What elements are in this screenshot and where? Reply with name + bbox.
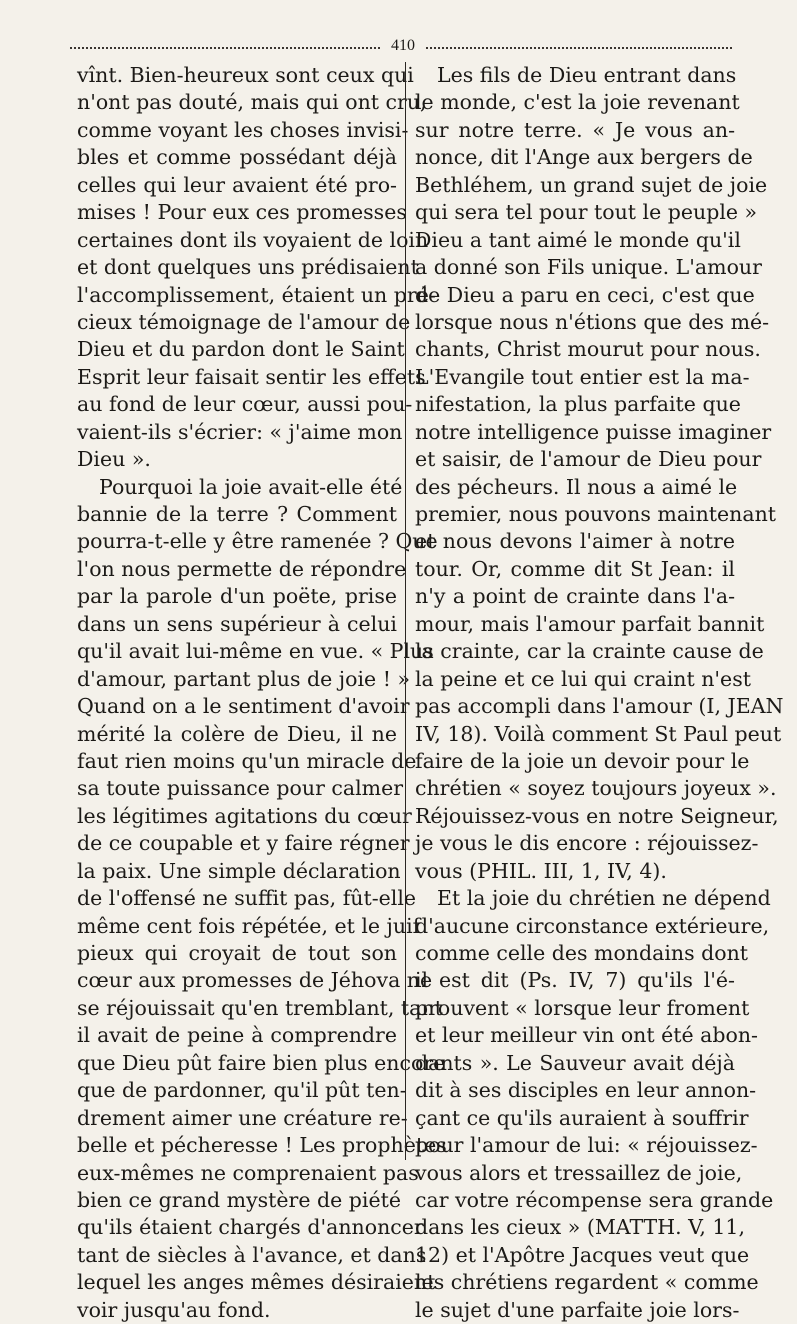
page-number: 410 [391,37,415,54]
text-line: et leur meilleur vin ont été abon- [415,1023,758,1048]
text-line: celles qui leur avaient été pro- [77,172,397,197]
column-divider [405,62,406,1160]
text-line: L'Evangile tout entier est la ma- [415,364,750,389]
text-line: Réjouissez-vous en notre Seigneur, [415,803,779,828]
text-line: au fond de leur cœur, aussi pou- [77,392,413,417]
text-line: la paix. Une simple déclaration [77,858,401,883]
text-line: nonce, dit l'Ange aux bergers de [415,145,753,170]
text-line: faire de la joie un devoir pour le [415,748,750,773]
text-line: n'ont pas douté, mais qui ont cru, [77,90,427,115]
text-line: vînt. Bien-heureux sont ceux qui [77,63,414,87]
text-line: de ce coupable et y faire régner [77,831,410,856]
text-line: pas accompli dans l'amour (I, JEAN [415,694,784,719]
page-header [70,36,732,56]
text-line: prouvent « lorsque leur froment [415,995,750,1020]
text-line: chants, Christ mourut pour nous. [415,337,761,362]
text-line: lorsque nous n'étions que des mé- [415,309,770,334]
text-line: nifestation, la plus parfaite que [415,392,741,417]
text-line: pour l'amour de lui: « réjouissez- [415,1133,758,1158]
text-line: vaient-ils s'écrier: « j'aime mon [77,419,403,444]
text-line: dans un sens supérieur à celui [77,611,397,636]
text-line: bien ce grand mystère de piété [77,1187,401,1212]
text-line: d'amour, partant plus de joie ! » [77,666,410,691]
text-line: de l'offensé ne suffit pas, fût-elle [77,886,417,911]
text-line: car votre récompense sera grande [415,1187,774,1212]
text-line: Quand on a le sentiment d'avoir [77,694,410,719]
text-line: bles et comme possédant déjà [77,145,397,170]
text-line: drement aimer une créature re- [77,1105,408,1130]
text-line: notre intelligence puisse imaginer [415,419,772,444]
text-line: Et la joie du chrétien ne dépend [437,886,771,911]
text-line: les chrétiens regardent « comme [415,1270,759,1295]
text-line: IV, 18). Voilà comment St Paul peut [415,721,782,746]
text-line: pieux qui croyait de tout son [77,941,397,965]
text-line: et saisir, de l'amour de Dieu pour [415,447,762,472]
text-line: sa toute puissance pour calmer [77,776,404,801]
text-line: çant ce qu'ils auraient à souffrir [415,1105,749,1130]
text-line: certaines dont ils voyaient de loin [77,227,429,252]
text-line: d'aucune circonstance extérieure, [415,913,770,938]
text-line: comme celle des mondains dont [415,941,749,965]
text-line: par la parole d'un poëte, prise [77,584,397,609]
text-line: premier, nous pouvons maintenant [415,502,777,526]
text-line: mérité la colère de Dieu, il ne [77,721,397,746]
text-line: le sujet d'une parfaite joie lors- [415,1297,740,1322]
text-line: cieux témoignage de l'amour de [77,309,411,334]
header-rule-right [426,47,732,49]
text-line: 12) et l'Apôtre Jacques veut que [415,1242,750,1267]
text-line: voir jusqu'au fond. [77,1297,271,1322]
text-line: dants ». Le Sauveur avait déjà [415,1050,735,1075]
text-line: eux-mêmes ne comprenaient pas [77,1160,419,1185]
text-line: qu'ils étaient chargés d'annoncer [77,1215,424,1240]
text-line: Les fils de Dieu entrant dans [437,63,737,87]
text-line: le monde, c'est la joie revenant [415,90,740,115]
text-line: et nous devons l'aimer à notre [415,529,735,554]
text-line: bannie de la terre ? Comment [77,502,397,526]
text-line: cœur aux promesses de Jéhova ne [77,968,433,993]
text-line: je vous le dis encore : réjouissez- [415,831,759,856]
text-line: que Dieu pût faire bien plus encore [77,1050,446,1075]
text-line: lequel les anges mêmes désiraient [77,1270,436,1295]
text-line: les légitimes agitations du cœur [77,803,412,828]
text-line: se réjouissait qu'en tremblant, tant [77,995,443,1020]
text-line: pourra-t-elle y être ramenée ? Que [77,529,438,554]
text-line: l'on nous permette de répondre [77,556,407,581]
text-line: que de pardonner, qu'il pût ten- [77,1078,407,1103]
text-line: faut rien moins qu'un miracle de [77,748,417,773]
text-line: dans les cieux » (MATTH. V, 11, [415,1215,745,1240]
text-line: belle et pécheresse ! Les prophètes [77,1133,447,1158]
text-line: Esprit leur faisait sentir les effets [77,364,426,389]
text-line: qu'il avait lui-même en vue. « Plus [77,639,434,664]
header-rule-left [70,47,380,49]
text-line: il avait de peine à comprendre [77,1023,397,1048]
right-column [415,62,784,1324]
text-line: sur notre terre. « Je vous an- [415,117,735,142]
text-line: Dieu et du pardon dont le Saint [77,337,405,362]
text-line: mour, mais l'amour parfait bannit [415,611,765,636]
text-line: Dieu ». [77,447,151,472]
text-line: Dieu a tant aimé le monde qu'il [415,227,741,252]
text-line: Bethléhem, un grand sujet de joie [415,172,768,197]
text-line: Pourquoi la joie avait-elle été [99,474,403,499]
text-line: mises ! Pour eux ces promesses [77,200,407,225]
text-line: de Dieu a paru en ceci, c'est que [415,282,755,307]
text-line: vous (PHIL. III, 1, IV, 4). [415,858,667,883]
text-line: il est dit (Ps. IV, 7) qu'ils l'é- [415,968,735,993]
text-line: n'y a point de crainte dans l'a- [415,584,735,609]
text-line: tour. Or, comme dit St Jean: il [415,556,735,581]
text-line: a donné son Fils unique. L'amour [415,255,762,280]
text-line: la crainte, car la crainte cause de [415,639,764,664]
text-line: vous alors et tressaillez de joie, [415,1160,743,1185]
text-line: tant de siècles à l'avance, et dans [77,1242,427,1267]
text-line: comme voyant les choses invisi- [77,117,409,142]
text-line: chrétien « soyez toujours joyeux ». [415,776,777,801]
text-line: la peine et ce lui qui craint n'est [415,666,751,691]
left-column [77,62,447,1324]
text-line: et dont quelques uns prédisaient [77,255,419,280]
text-line: même cent fois répétée, et le juif [77,913,421,938]
text-line: l'accomplissement, étaient un pré- [77,282,436,307]
text-line: qui sera tel pour tout le peuple » [415,200,758,225]
text-line: des pécheurs. Il nous a aimé le [415,474,738,499]
text-line: dit à ses disciples en leur annon- [415,1078,757,1103]
